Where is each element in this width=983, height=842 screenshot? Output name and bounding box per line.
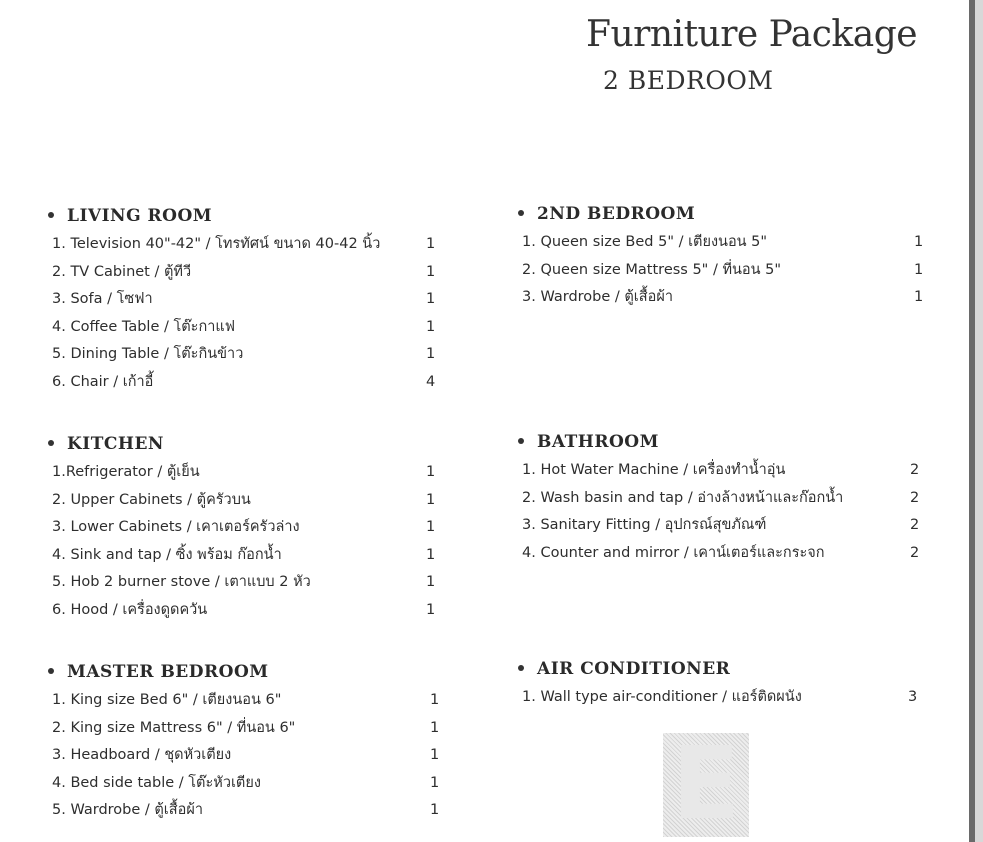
page-title: Furniture Package	[586, 14, 918, 55]
item-label: 4. Coffee Table / โต๊ะกาแฟ	[52, 318, 236, 335]
item-qty: 1	[430, 692, 440, 708]
list-item	[48, 742, 440, 770]
list-item	[48, 341, 436, 369]
item-label: 5. Wardrobe / ตู้เสื้อผ้า	[52, 802, 203, 818]
section-air-conditioner	[518, 656, 918, 712]
item-label: 1.Refrigerator / ตู้เย็น	[52, 464, 200, 480]
bullet-icon	[518, 210, 524, 216]
bullet-icon	[48, 668, 54, 674]
item-label: 3. Headboard / ชุดหัวเตียง	[52, 747, 232, 763]
item-label: 4. Sink and tap / ซิ้ง พร้อม ก๊อกน้ำ	[52, 546, 282, 563]
item-qty: 2	[910, 489, 920, 506]
item-qty: 1	[430, 774, 440, 791]
list-item	[518, 229, 924, 257]
section-kitchen	[48, 431, 436, 624]
list-item	[518, 485, 920, 513]
bullet-icon	[518, 438, 524, 444]
list-item	[48, 597, 436, 625]
item-label: 3. Lower Cabinets / เคาเตอร์ครัวล่าง	[52, 519, 300, 535]
item-qty: 3	[908, 689, 918, 705]
item-qty: 1	[426, 263, 436, 280]
list-item	[48, 569, 436, 597]
list-item	[48, 487, 436, 515]
item-label: 1. Wall type air-conditioner / แอร์ติดผนัง	[522, 689, 802, 705]
list-item	[48, 770, 440, 798]
item-qty: 1	[426, 601, 436, 618]
section-heading: LIVING ROOM	[48, 203, 380, 229]
item-qty: 2	[910, 544, 920, 561]
item-label: 3. Wardrobe / ตู้เสื้อผ้า	[522, 289, 673, 305]
item-label: 5. Hob 2 burner stove / เตาแบบ 2 หัว	[52, 574, 311, 590]
item-qty: 1	[426, 464, 436, 480]
bullet-icon	[48, 212, 54, 218]
item-label: 2. King size Mattress 6" / ที่นอน 6"	[52, 719, 296, 736]
list-item	[48, 797, 440, 825]
list-item	[48, 459, 436, 487]
section-heading: BATHROOM	[518, 429, 843, 455]
item-label: 2. Wash basin and tap / อ่างล้างหน้าและก๊อกน้ำ	[522, 489, 844, 506]
section-heading: 2ND BEDROOM	[518, 201, 781, 227]
list-item	[518, 540, 920, 568]
bullet-icon	[48, 440, 54, 446]
list-item	[518, 457, 920, 485]
item-label: 1. Queen size Bed 5" / เตียงนอน 5"	[522, 234, 768, 250]
list-item	[48, 231, 436, 259]
item-qty: 4	[426, 373, 436, 390]
section-heading: KITCHEN	[48, 431, 311, 457]
item-qty: 1	[430, 747, 440, 763]
item-qty: 2	[910, 517, 920, 533]
page-edge	[969, 0, 975, 842]
list-item	[48, 715, 440, 743]
item-label: 4. Counter and mirror / เคาน์เตอร์และกระจก	[522, 544, 825, 561]
item-label: 5. Dining Table / โต๊ะกินข้าว	[52, 346, 244, 362]
item-qty: 1	[426, 491, 436, 508]
section-master-bedroom	[48, 659, 440, 825]
list-item	[48, 286, 436, 314]
item-qty: 1	[426, 236, 436, 252]
list-item	[48, 514, 436, 542]
item-label: 1. King size Bed 6" / เตียงนอน 6"	[52, 692, 282, 708]
item-qty: 1	[914, 289, 924, 305]
list-item	[518, 284, 924, 312]
stamp-letter: E	[671, 725, 741, 842]
item-qty: 1	[430, 802, 440, 818]
section-bathroom	[518, 429, 920, 567]
section-heading: AIR CONDITIONER	[518, 656, 802, 682]
item-qty: 1	[426, 346, 436, 362]
item-qty: 1	[914, 234, 924, 250]
item-label: 6. Hood / เครื่องดูดควัน	[52, 601, 208, 618]
item-label: 1. Hot Water Machine / เครื่องทำน้ำอุ่น	[522, 462, 786, 478]
bullet-icon	[518, 665, 524, 671]
item-label: 4. Bed side table / โต๊ะหัวเตียง	[52, 774, 261, 791]
item-label: 2. Queen size Mattress 5" / ที่นอน 5"	[522, 261, 782, 278]
item-label: 3. Sanitary Fitting / อุปกรณ์สุขภัณฑ์	[522, 517, 767, 533]
item-label: 6. Chair / เก้าอี้	[52, 373, 154, 390]
stamp-mark	[663, 725, 749, 842]
item-label: 2. TV Cabinet / ตู้ทีวี	[52, 263, 192, 280]
list-item	[518, 257, 924, 285]
section-living-room	[48, 203, 436, 396]
list-item	[48, 687, 440, 715]
list-item	[48, 369, 436, 397]
list-item	[48, 259, 436, 287]
item-qty: 2	[910, 462, 920, 478]
section-2nd-bedroom	[518, 201, 924, 312]
item-label: 1. Television 40"-42" / โทรทัศน์ ขนาด 40-42 นิ้ว	[52, 236, 381, 252]
item-qty: 1	[426, 519, 436, 535]
item-qty: 1	[426, 291, 436, 307]
item-qty: 1	[426, 574, 436, 590]
item-qty: 1	[430, 719, 440, 736]
list-item	[48, 542, 436, 570]
item-qty: 1	[914, 261, 924, 278]
item-qty: 1	[426, 546, 436, 563]
item-label: 3. Sofa / โซฟา	[52, 291, 153, 307]
item-label: 2. Upper Cabinets / ตู้ครัวบน	[52, 491, 251, 508]
page-subtitle: 2 BEDROOM	[603, 66, 774, 95]
list-item	[48, 314, 436, 342]
section-heading: MASTER BEDROOM	[48, 659, 295, 685]
list-item	[518, 684, 918, 712]
list-item	[518, 512, 920, 540]
item-qty: 1	[426, 318, 436, 335]
